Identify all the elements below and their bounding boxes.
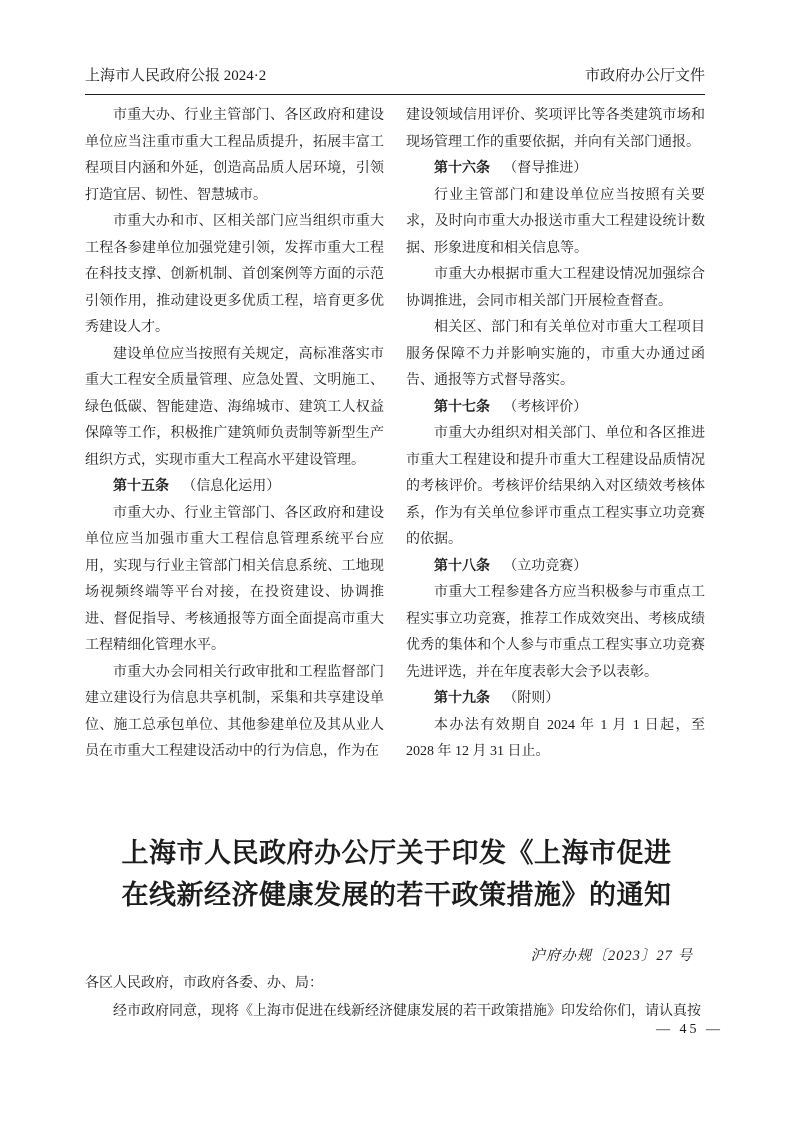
paragraph: 建设单位应当按照有关规定，高标准落实市重大工程安全质量管理、应急处置、文明施工、绿色低碳、智能建造、海绵城市、建筑工人权益保障等工作，积极推广建筑师负责制等新型生产组织方式，实现市重大工程高水平建设管理。 [85, 346, 384, 468]
document-category: 市政府办公厅文件 [584, 68, 705, 84]
article-number: 第十九条 [434, 691, 490, 706]
gazette-title: 上海市人民政府公报 2024·2 [85, 68, 267, 84]
paragraph: 市重大办、行业主管部门、各区政府和建设单位应当注重市重大工程品质提升，拓展丰富工程项目内涵和外延，创造高品质人居环境，引领打造宜居、韧性、智慧城市。 [85, 108, 384, 203]
right-column [406, 103, 705, 766]
paragraph: 市重大工程参建各方应当积极参与市重点工程实事立功竞赛，推荐工作成效突出、考核成绩优秀的集体和个人参与市重点工程实事立功竞赛先进评选，并在年度表彰大会予以表彰。 [406, 585, 705, 680]
article-title: （督导推进） [503, 161, 588, 176]
article-title: （附则） [503, 691, 560, 706]
paragraph: 市重大办和市、区相关部门应当组织市重大工程各参建单位加强党建引领，发挥市重大工程在科技支撑、创新机制、首创案例等方面的示范引领作用，推动建设更多优质工程，培育更多优秀建设人才。 [85, 214, 384, 335]
article-heading [406, 686, 705, 713]
paragraph: 建设领域信用评价、奖项评比等各类建筑市场和现场管理工作的重要依据，并向有关部门通报。 [406, 108, 705, 150]
article-number: 第十五条 [113, 479, 169, 494]
article-title: （考核评价） [503, 399, 588, 415]
notice-title-line-2: 在线新经济健康发展的若干政策措施》的通知 [121, 880, 672, 910]
article-title: （信息化运用） [182, 479, 281, 494]
paragraph: 市重大办组织对相关部门、单位和各区推进市重大工程建设和提升市重大工程建设品质情况的考核评价。考核评价结果纳入对区绩效考核体系，作为有关单位参评市重点工程实事立功竞赛的依据。 [406, 426, 705, 547]
paragraph: 市重大办根据市重大工程建设情况加强综合协调推进，会同市相关部门开展检查督查。 [406, 267, 705, 309]
document-number: 沪府办规〔2023〕27 号 [530, 948, 693, 964]
article-number: 第十八条 [434, 558, 490, 574]
article-title: （立功竞赛） [503, 558, 588, 574]
notice-title-line-1: 上海市人民政府办公厅关于印发《上海市促进 [121, 838, 672, 868]
page-header [85, 64, 705, 95]
article-heading [406, 156, 705, 183]
notice-opening-paragraph: 经市政府同意，现将《上海市促进在线新经济健康发展的若干政策措施》印发给你们，请认真按 [113, 1004, 701, 1019]
paragraph: 行业主管部门和建设单位应当按照有关要求，及时向市重大办报送市重大工程建设统计数据、形象进度和相关信息等。 [406, 187, 705, 256]
article-heading [85, 474, 384, 501]
left-column [85, 103, 384, 766]
article-number: 第十七条 [434, 399, 490, 415]
notice-title [0, 832, 793, 916]
body-columns [85, 103, 705, 766]
salutation: 各区人民政府，市政府各委、办、局： [85, 976, 323, 991]
article-heading [406, 395, 705, 422]
page-number: — 45 — [656, 1022, 723, 1037]
article-number: 第十六条 [434, 161, 490, 176]
paragraph: 相关区、部门和有关单位对市重大工程项目服务保障不力并影响实施的，市重大办通过函告、通报等方式督导落实。 [406, 320, 705, 388]
paragraph: 市重大办会同相关行政审批和工程监督部门建立建设行为信息共享机制，采集和共享建设单位、施工总承包单位、其他参建单位及其从业人员在市重大工程建设活动中的行为信息，作为在 [85, 664, 384, 759]
article-heading [406, 554, 705, 581]
paragraph: 本办法有效期自 2024 年 1 月 1 日起，至 2028 年 12 月 31 日止。 [406, 717, 705, 759]
paragraph: 市重大办、行业主管部门、各区政府和建设单位应当加强市重大工程信息管理系统平台应用，实现与行业主管部门相关信息系统、工地现场视频终端等平台对接，在投资建设、协调推进、督促指导、考核通报等方面全面提高市重大工程精细化管理水平。 [85, 505, 384, 653]
